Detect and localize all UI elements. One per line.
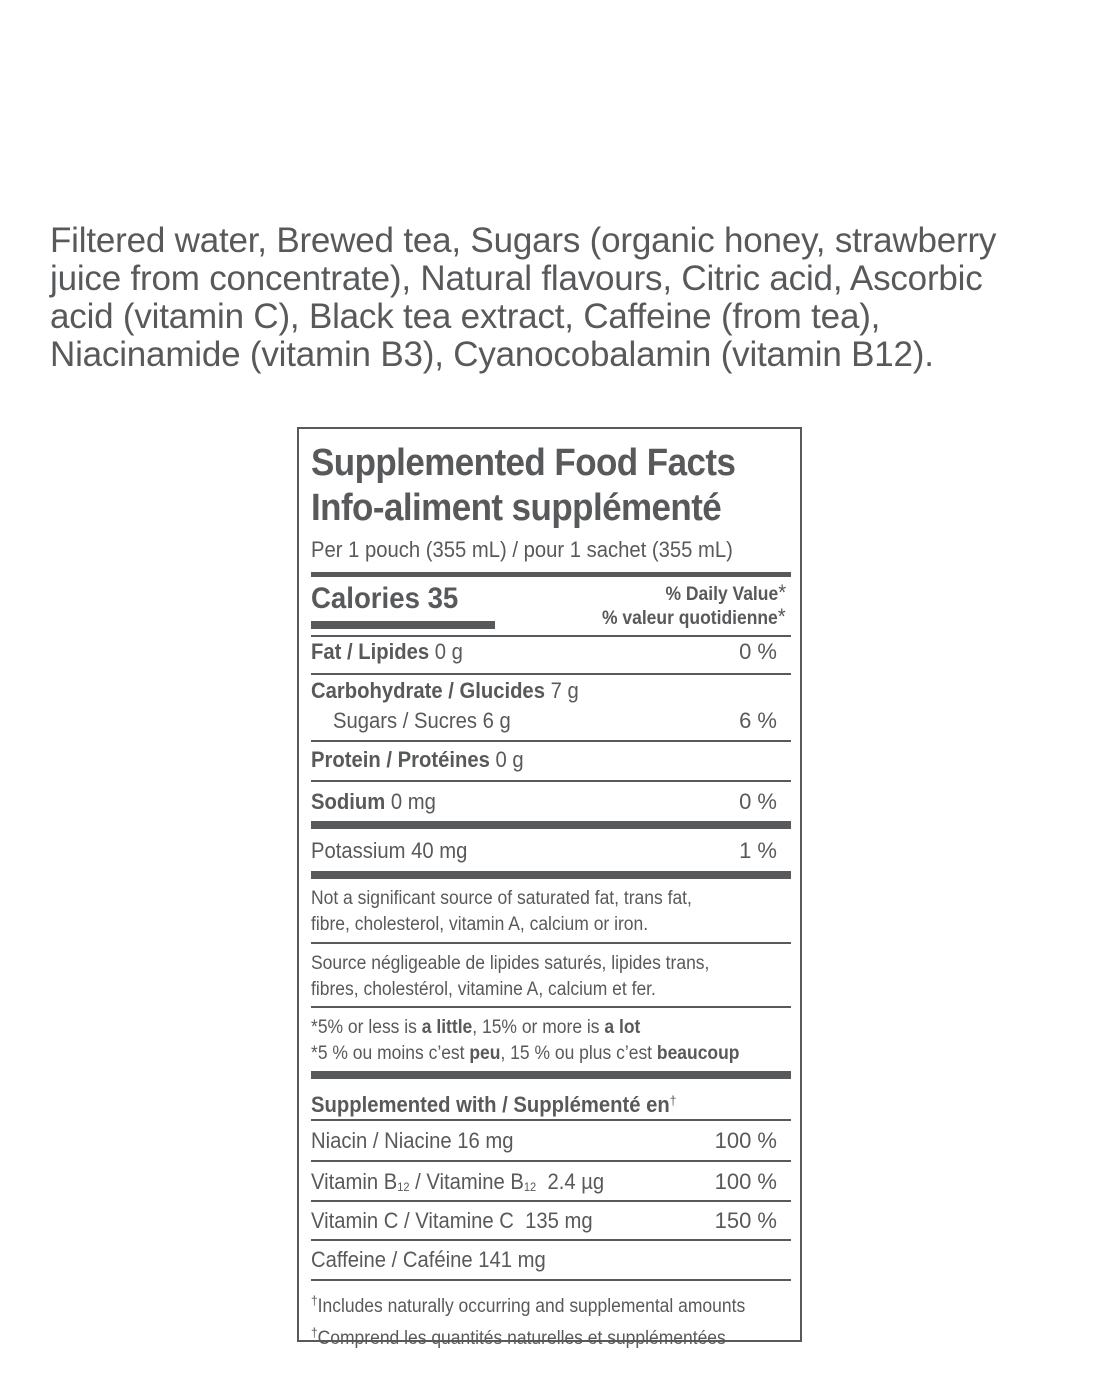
daily-value-star: * [778, 580, 786, 605]
not-significant-note-en [311, 886, 753, 938]
nutrient-row-fat [311, 639, 777, 665]
nutrient-name: Potassium 40 mg [311, 838, 468, 863]
ingredients-line: Filtered water, Brewed tea, Sugars (organic honey, strawberry [50, 221, 997, 260]
rule-divider [311, 673, 791, 675]
note-line: Source négligeable de lipides saturés, lipides trans, [311, 953, 710, 974]
nutrient-row-sugars [311, 708, 777, 734]
nutrient-name: Carbohydrate / Glucides [311, 678, 545, 703]
footnote-fr [311, 1041, 753, 1067]
daily-value-footnote [311, 1015, 753, 1067]
daily-value-header-en [665, 582, 786, 606]
nutrient-row-carbohydrate [311, 678, 777, 704]
daily-value-star: * [778, 604, 786, 629]
dagger-mark: † [669, 1093, 677, 1108]
rule-divider [311, 1279, 791, 1281]
nutrient-dv: 0 % [739, 639, 777, 664]
rule-divider [311, 821, 791, 829]
dagger-mark: † [311, 1293, 318, 1308]
supplement-name: / Vitamine B [409, 1169, 524, 1194]
dagger-note-text: Includes naturally occurring and supplemental amounts [317, 1296, 746, 1317]
supplement-row-niacin [311, 1128, 777, 1154]
footnote-star: * [311, 1043, 318, 1064]
facts-title-fr: Info-aliment supplémenté [311, 487, 722, 529]
not-significant-note-fr [311, 951, 753, 1003]
nutrient-amount: 7 g [544, 678, 579, 703]
subscript: 12 [523, 1180, 537, 1194]
facts-title-en: Supplemented Food Facts [311, 442, 736, 484]
supplement-name: Caffeine / Caféine 141 mg [311, 1247, 546, 1272]
supplement-name: Vitamin B [311, 1169, 398, 1194]
calories-bar [311, 621, 495, 629]
nutrient-amount: 0 g [489, 747, 524, 772]
rule-divider [311, 1071, 791, 1079]
serving-size: Per 1 pouch (355 mL) / pour 1 sachet (355 mL) [311, 537, 733, 562]
dagger-note-text: Comprend les quantités naturelles et supplémentées [317, 1328, 726, 1349]
note-line: Not a significant source of saturated fat, trans fat, [311, 888, 692, 909]
rule-divider [311, 1239, 791, 1241]
nutrient-amount: 0 g [429, 639, 463, 664]
rule-divider [311, 1119, 791, 1121]
supplemented-heading-text: Supplemented with / Supplémenté en [311, 1092, 670, 1117]
dagger-note-en [311, 1288, 753, 1320]
supplemented-heading [311, 1088, 777, 1118]
supplement-dv: 100 % [714, 1128, 777, 1153]
rule-divider [311, 740, 791, 742]
ingredients-list [50, 222, 1060, 374]
supplement-row-vitamin-c [311, 1208, 777, 1234]
rule-divider [311, 1200, 791, 1202]
supplement-name: Niacin / Niacine 16 mg [311, 1128, 514, 1153]
nutrient-amount: 0 mg [385, 789, 436, 814]
nutrient-name: Sodium [311, 789, 386, 814]
footnote-text: , 15% or more is [472, 1017, 605, 1038]
supplement-amount: 2.4 µg [536, 1169, 605, 1194]
footnote-text: , 15 % ou plus c’est [500, 1043, 657, 1064]
supplement-row-caffeine [311, 1247, 777, 1273]
dagger-mark: † [311, 1325, 318, 1340]
nutrient-name: Protein / Protéines [311, 747, 490, 772]
nutrient-name: Fat / Lipides [311, 639, 430, 664]
dagger-note-fr [311, 1320, 753, 1352]
note-line: fibres, cholestérol, vitamine A, calcium et fer. [311, 979, 656, 1000]
rule-divider [311, 572, 791, 577]
ingredients-line: Niacinamide (vitamin B3), Cyanocobalamin (vitamin B12). [50, 335, 934, 374]
footnote-star: * [311, 1017, 318, 1038]
rule-divider [311, 1006, 791, 1008]
nutrient-row-sodium [311, 789, 777, 815]
daily-value-label-en: % Daily Value [665, 584, 779, 605]
footnote-bold: beaucoup [656, 1043, 740, 1064]
nutrient-row-potassium [311, 838, 777, 864]
subscript: 12 [397, 1180, 410, 1194]
supplemented-food-facts-table [297, 427, 802, 1349]
ingredients-line: juice from concentrate), Natural flavours, Citric acid, Ascorbic [50, 259, 983, 298]
dagger-footnote [311, 1288, 753, 1352]
rule-divider [311, 635, 791, 637]
nutrient-dv: 0 % [739, 789, 777, 814]
supplement-dv: 150 % [714, 1208, 777, 1233]
supplement-name: Vitamin C / Vitamine C 135 mg [311, 1208, 593, 1233]
rule-divider [311, 780, 791, 782]
footnote-text: 5 % ou moins c’est [317, 1043, 470, 1064]
footnote-bold: peu [469, 1043, 501, 1064]
calories: Calories 35 [311, 582, 459, 615]
footnote-bold: a little [421, 1017, 473, 1038]
footnote-bold: a lot [604, 1017, 641, 1038]
daily-value-label-fr: % valeur quotidienne [602, 608, 779, 629]
note-line: fibre, cholesterol, vitamin A, calcium or iron. [311, 914, 649, 935]
rule-divider [311, 1160, 791, 1162]
nutrient-dv: 6 % [739, 708, 777, 733]
supplement-row-vitamin-b12 [311, 1169, 777, 1200]
footnote-text: 5% or less is [317, 1017, 422, 1038]
rule-divider [311, 942, 791, 944]
supplement-dv: 100 % [714, 1169, 777, 1194]
ingredients-line: acid (vitamin C), Black tea extract, Caffeine (from tea), [50, 297, 881, 336]
nutrient-name: Sugars / Sucres 6 g [333, 708, 511, 733]
nutrient-row-protein [311, 747, 777, 773]
daily-value-header-fr [602, 606, 786, 630]
footnote-en [311, 1015, 753, 1041]
nutrient-dv: 1 % [739, 838, 777, 863]
rule-divider [311, 871, 791, 879]
